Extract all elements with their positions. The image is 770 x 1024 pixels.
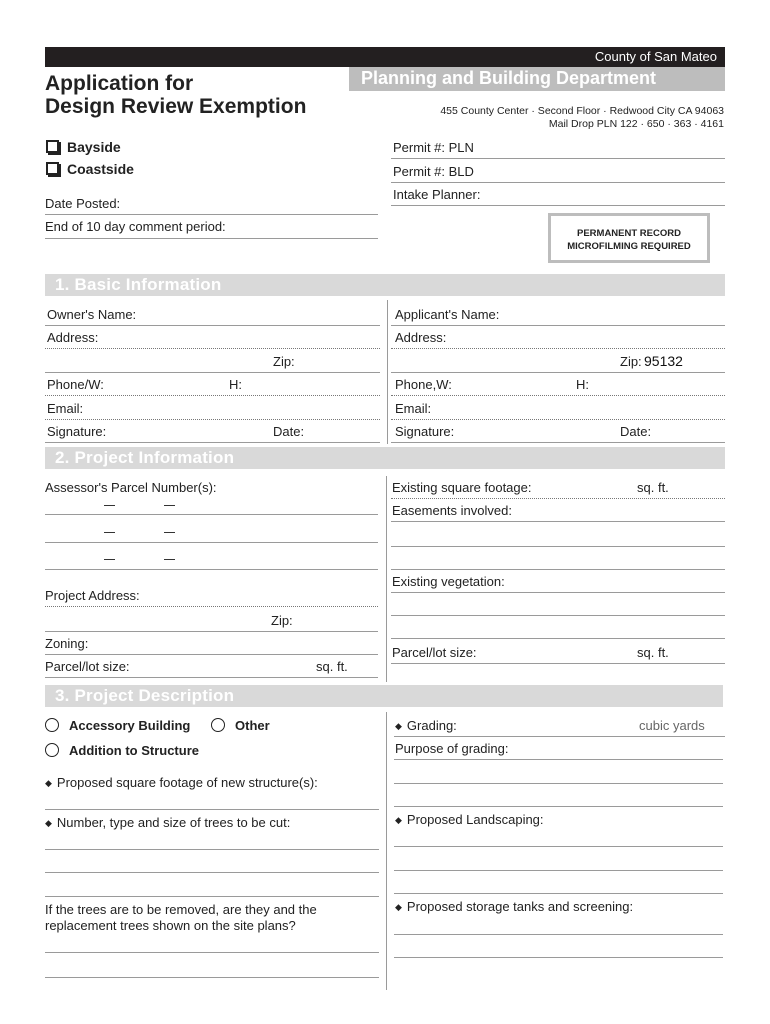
intake-planner-field[interactable] bbox=[391, 205, 725, 206]
accessory-building-radio-icon[interactable] bbox=[45, 718, 59, 732]
apn-dash-1a bbox=[104, 505, 115, 506]
apn-dash-1b bbox=[164, 505, 175, 506]
existing-sqft-field[interactable] bbox=[391, 498, 725, 499]
owner-date-label: Date: bbox=[273, 424, 305, 439]
owner-email-label: Email: bbox=[47, 401, 84, 416]
accessory-building-label: Accessory Building bbox=[69, 718, 191, 733]
addition-option[interactable] bbox=[45, 743, 199, 758]
owner-signature-label: Signature: bbox=[47, 424, 107, 439]
landscaping-field-1[interactable] bbox=[394, 846, 723, 847]
form-title-line2: Design Review Exemption bbox=[45, 95, 307, 118]
coastside-option[interactable] bbox=[46, 161, 134, 177]
apn-dash-2b bbox=[164, 532, 175, 533]
owner-email-field[interactable] bbox=[45, 419, 380, 420]
grading-purpose-field-2[interactable] bbox=[394, 783, 723, 784]
apn-field-3[interactable] bbox=[45, 569, 378, 570]
department-address-line2: Mail Drop PLN 122 · 650 · 363 · 4161 bbox=[548, 118, 724, 130]
owner-name-field[interactable] bbox=[45, 325, 380, 326]
vegetation-field-1[interactable] bbox=[391, 592, 725, 593]
owner-address-label: Address: bbox=[47, 330, 99, 345]
bayside-checkbox-icon[interactable] bbox=[46, 140, 59, 153]
trees-label: Number, type and size of trees to be cut: bbox=[56, 815, 291, 830]
zoning-label: Zoning: bbox=[45, 636, 89, 651]
project-address-field[interactable] bbox=[45, 606, 378, 607]
addition-label: Addition to Structure bbox=[69, 743, 199, 758]
easements-field-2[interactable] bbox=[391, 546, 725, 547]
zoning-field[interactable] bbox=[45, 654, 378, 655]
section3-header bbox=[45, 685, 723, 707]
owner-h-label: H: bbox=[229, 377, 242, 392]
diamond-bullet-icon: ◆ bbox=[395, 902, 402, 912]
grading-purpose-field-3[interactable] bbox=[394, 806, 723, 807]
trees-question-line1: If the trees are to be removed, are they and the bbox=[45, 902, 317, 917]
proposed-sqft-item bbox=[45, 775, 318, 790]
permit-bld-label: Permit #: BLD bbox=[393, 164, 474, 179]
comment-period-field[interactable] bbox=[45, 238, 378, 239]
vegetation-field-2[interactable] bbox=[391, 615, 725, 616]
easements-field-3[interactable] bbox=[391, 569, 725, 570]
department-banner bbox=[349, 67, 725, 91]
apn-field-2[interactable] bbox=[45, 542, 378, 543]
owner-phone-label: Phone/W: bbox=[47, 377, 104, 392]
landscaping-field-3[interactable] bbox=[394, 893, 723, 894]
landscaping-item bbox=[395, 812, 544, 827]
proposed-sqft-field[interactable] bbox=[45, 809, 379, 810]
parcel-size-field[interactable] bbox=[45, 677, 378, 678]
owner-signature-field[interactable] bbox=[45, 442, 380, 443]
existing-sqft-label: Existing square footage: bbox=[392, 480, 532, 495]
section1-title: 1. Basic Information bbox=[55, 275, 222, 294]
applicant-signature-label: Signature: bbox=[395, 424, 455, 439]
section3-title: 3. Project Description bbox=[55, 686, 235, 705]
department-name: Planning and Building Department bbox=[361, 68, 657, 88]
applicant-zip-field[interactable] bbox=[391, 372, 725, 373]
applicant-phone-field[interactable] bbox=[391, 395, 725, 396]
applicant-email-label: Email: bbox=[395, 401, 432, 416]
trees-field-3[interactable] bbox=[45, 896, 379, 897]
addition-radio-icon[interactable] bbox=[45, 743, 59, 757]
grading-item bbox=[395, 718, 457, 733]
applicant-zip-value[interactable]: 95132 bbox=[644, 353, 683, 369]
project-address-label: Project Address: bbox=[45, 588, 140, 603]
permit-pln-field[interactable] bbox=[391, 158, 725, 159]
diamond-bullet-icon: ◆ bbox=[45, 778, 52, 788]
applicant-name-field[interactable] bbox=[391, 325, 725, 326]
date-posted-field[interactable] bbox=[45, 214, 378, 215]
other-radio-icon[interactable] bbox=[211, 718, 225, 732]
applicant-address-label: Address: bbox=[395, 330, 447, 345]
section1-divider bbox=[387, 300, 388, 444]
county-name: County of San Mateo bbox=[594, 49, 717, 64]
owner-phone-field[interactable] bbox=[45, 395, 380, 396]
parcel-size-label: Parcel/lot size: bbox=[45, 659, 130, 674]
bayside-option[interactable] bbox=[46, 139, 121, 155]
easements-field-1[interactable] bbox=[391, 521, 725, 522]
applicant-signature-field[interactable] bbox=[391, 442, 725, 443]
department-address-line1: 455 County Center · Second Floor · Redwood City CA 94063 bbox=[440, 105, 724, 117]
diamond-bullet-icon: ◆ bbox=[395, 721, 402, 731]
trees-question-field-2[interactable] bbox=[45, 977, 379, 978]
trees-field-2[interactable] bbox=[45, 872, 379, 873]
parcel-size-right-field[interactable] bbox=[391, 663, 725, 664]
section2-title: 2. Project Information bbox=[55, 448, 235, 467]
owner-zip-field[interactable] bbox=[45, 372, 380, 373]
section1-header bbox=[45, 274, 725, 296]
apn-dash-3a bbox=[104, 559, 115, 560]
owner-address-field[interactable] bbox=[45, 348, 380, 349]
trees-field-1[interactable] bbox=[45, 849, 379, 850]
diamond-bullet-icon: ◆ bbox=[45, 818, 52, 828]
trees-item bbox=[45, 815, 290, 830]
parcel-size-unit: sq. ft. bbox=[316, 659, 348, 674]
easements-label: Easements involved: bbox=[392, 503, 512, 518]
apn-field-1[interactable] bbox=[45, 514, 378, 515]
permanent-record-stamp bbox=[548, 213, 710, 263]
storage-field-1[interactable] bbox=[394, 934, 723, 935]
apn-dash-2a bbox=[104, 532, 115, 533]
owner-zip-label: Zip: bbox=[273, 354, 295, 369]
applicant-date-label: Date: bbox=[620, 424, 652, 439]
applicant-name-label: Applicant's Name: bbox=[395, 307, 500, 322]
diamond-bullet-icon: ◆ bbox=[395, 815, 402, 825]
grading-purpose-label: Purpose of grading: bbox=[395, 741, 509, 756]
parcel-size-right-unit: sq. ft. bbox=[637, 645, 669, 660]
form-title-line1: Application for bbox=[45, 72, 194, 95]
cubic-yards-unit: cubic yards bbox=[639, 718, 705, 733]
permit-pln-label: Permit #: PLN bbox=[393, 140, 474, 155]
applicant-address-field[interactable] bbox=[391, 348, 725, 349]
county-banner bbox=[45, 47, 725, 67]
coastside-checkbox-icon[interactable] bbox=[46, 162, 59, 175]
intake-planner-label: Intake Planner: bbox=[393, 187, 481, 202]
owner-name-label: Owner's Name: bbox=[47, 307, 137, 322]
permit-bld-field[interactable] bbox=[391, 182, 725, 183]
applicant-h-label: H: bbox=[576, 377, 589, 392]
vegetation-field-3[interactable] bbox=[391, 638, 725, 639]
grading-label: Grading: bbox=[406, 718, 457, 733]
landscaping-label: Proposed Landscaping: bbox=[406, 812, 544, 827]
storage-label: Proposed storage tanks and screening: bbox=[406, 899, 634, 914]
project-zip-field[interactable] bbox=[45, 631, 378, 632]
applicant-email-field[interactable] bbox=[391, 419, 725, 420]
project-zip-label: Zip: bbox=[271, 613, 293, 628]
apn-dash-3b bbox=[164, 559, 175, 560]
grading-field[interactable] bbox=[394, 736, 725, 737]
section3-divider bbox=[386, 712, 387, 990]
stamp-line1: PERMANENT RECORD bbox=[577, 228, 681, 239]
section2-divider bbox=[386, 476, 387, 682]
applicant-zip-label: Zip: bbox=[620, 354, 642, 369]
other-option[interactable] bbox=[211, 718, 270, 733]
existing-sqft-unit: sq. ft. bbox=[637, 480, 669, 495]
grading-purpose-field-1[interactable] bbox=[394, 759, 723, 760]
storage-field-2[interactable] bbox=[394, 957, 723, 958]
vegetation-label: Existing vegetation: bbox=[392, 574, 505, 589]
stamp-line2: MICROFILMING REQUIRED bbox=[567, 241, 691, 252]
parcel-size-right-label: Parcel/lot size: bbox=[392, 645, 477, 660]
trees-question-field-1[interactable] bbox=[45, 952, 379, 953]
landscaping-field-2[interactable] bbox=[394, 870, 723, 871]
applicant-phone-label: Phone,W: bbox=[395, 377, 452, 392]
trees-question-line2: replacement trees shown on the site plans? bbox=[45, 918, 296, 933]
bayside-label: Bayside bbox=[67, 139, 121, 155]
other-label: Other bbox=[235, 718, 270, 733]
section2-header bbox=[45, 447, 725, 469]
date-posted-label: Date Posted: bbox=[45, 196, 121, 211]
storage-item bbox=[395, 899, 633, 914]
apn-label: Assessor's Parcel Number(s): bbox=[45, 480, 217, 495]
proposed-sqft-label: Proposed square footage of new structure(s): bbox=[56, 775, 318, 790]
comment-period-label: End of 10 day comment period: bbox=[45, 219, 226, 234]
coastside-label: Coastside bbox=[67, 161, 134, 177]
accessory-building-option[interactable] bbox=[45, 718, 190, 733]
